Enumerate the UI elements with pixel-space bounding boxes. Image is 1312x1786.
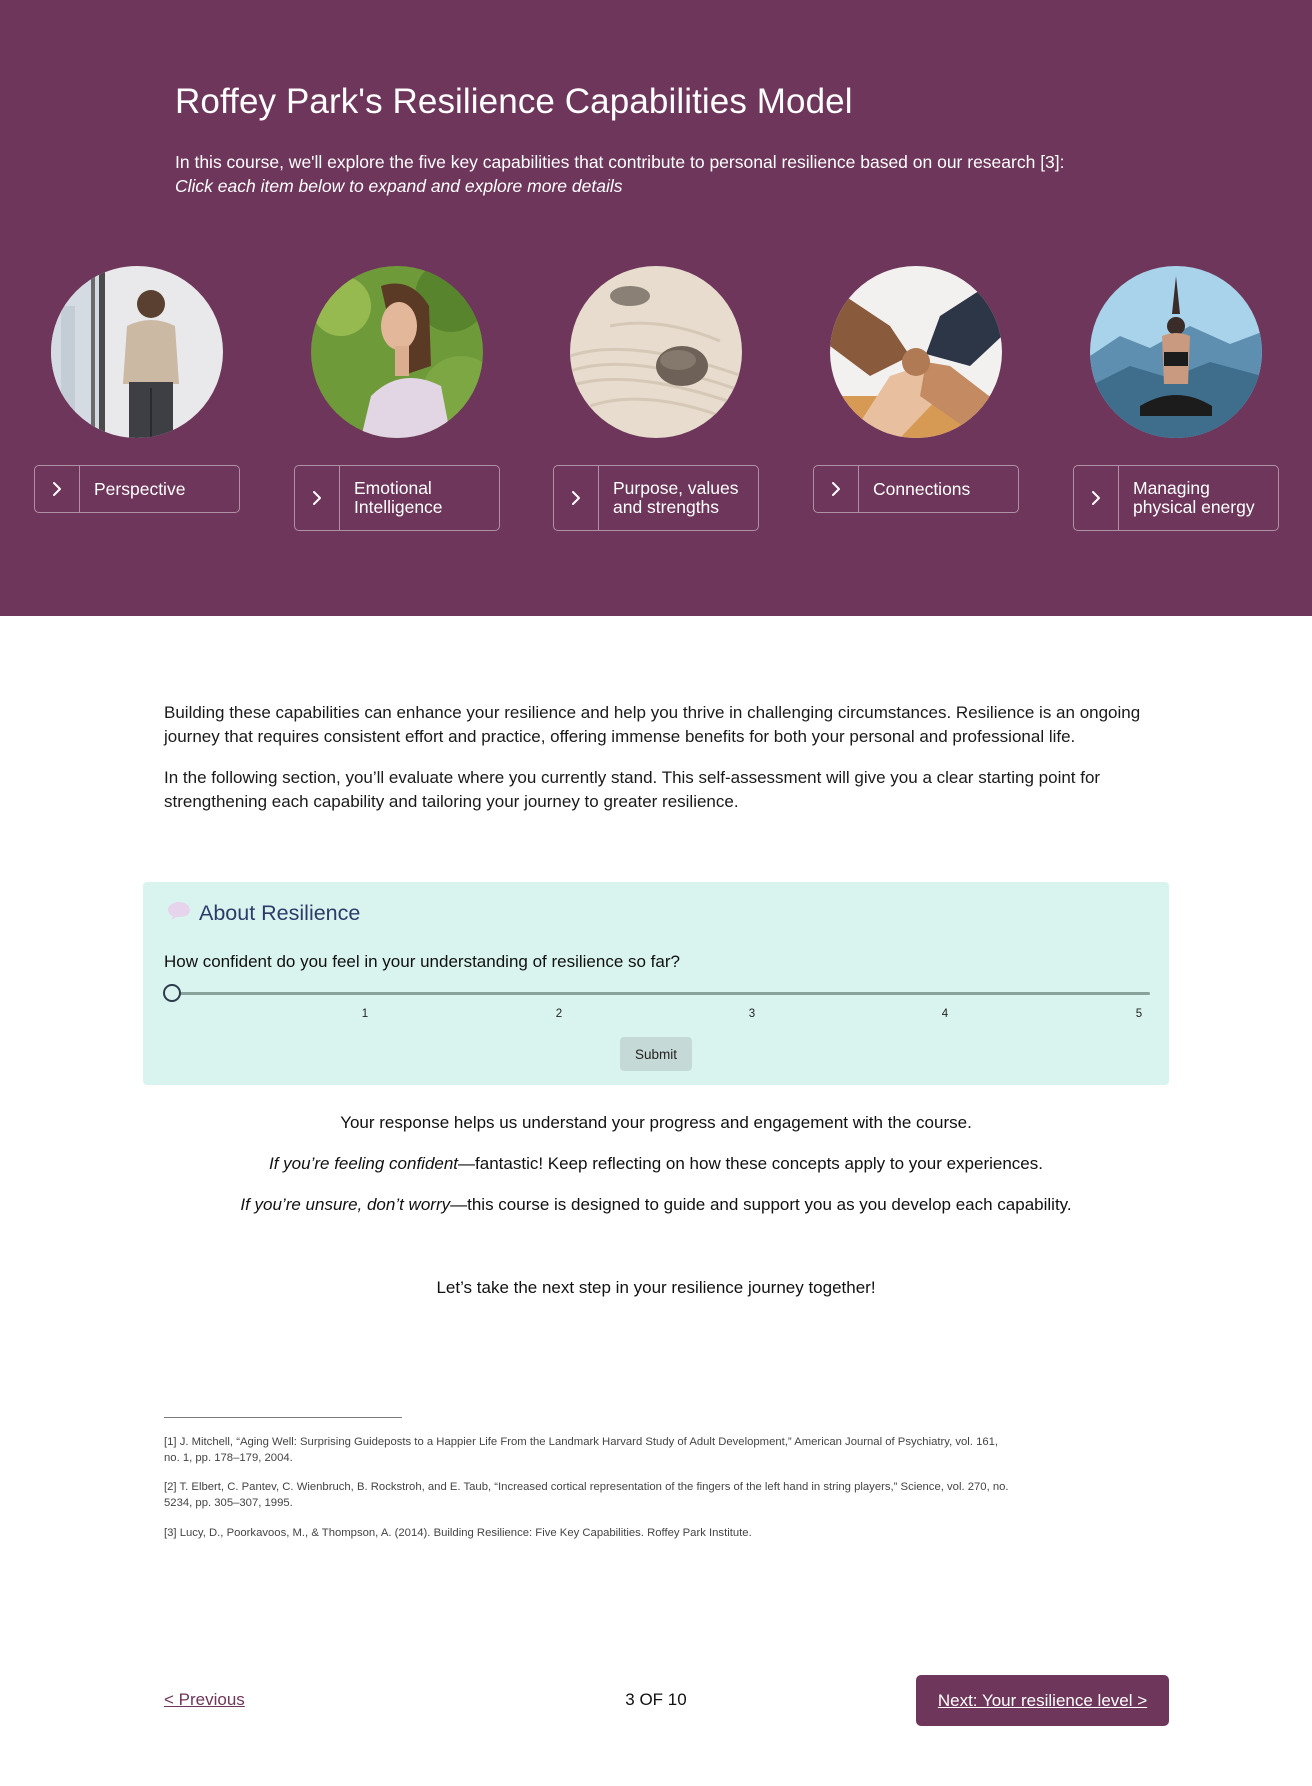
footnote-divider xyxy=(164,1417,402,1418)
footnote-1: [1] J. Mitchell, “Aging Well: Surprising Guideposts to a Happier Life From the Landmark Harvard Study of Adult Development,” American Journal of Psychiatry, vol. 161, no. 1, pp. 178–179, 2004. xyxy=(164,1436,999,1464)
yoga-mountain-image xyxy=(1090,266,1262,438)
expand-managing-physical-energy-button[interactable] xyxy=(1073,465,1279,531)
expand-emotional-intelligence-button[interactable] xyxy=(294,465,500,531)
response-line-2: If you’re feeling confident—fantastic! Keep reflecting on how these concepts apply to your experiences. xyxy=(269,1154,1043,1173)
chevron-right-icon xyxy=(1074,466,1119,530)
body-paragraph-1: Building these capabilities can enhance your resilience and help you thrive in challenging circumstances. Resilience is an ongoing journey that requires consistent effort and practice, offering immense benefits for both your personal and professional life. xyxy=(164,703,1141,746)
response-line-1: Your response helps us understand your progress and engagement with the course. xyxy=(340,1113,972,1132)
survey-header xyxy=(167,900,360,927)
body-paragraph-2: In the following section, you’ll evaluate where you currently stand. This self-assessment will give you a clear starting point for strengthening each capability and tailoring your journey to greater resilience. xyxy=(164,768,1101,811)
capability-label: Purpose, values and strengths xyxy=(613,478,739,517)
chevron-right-icon xyxy=(814,466,859,512)
submit-button[interactable]: Submit xyxy=(620,1037,692,1071)
confidence-slider-thumb[interactable] xyxy=(163,984,181,1002)
capability-label: Managing physical energy xyxy=(1133,478,1255,517)
capability-label: Emotional Intelligence xyxy=(354,478,443,517)
zen-stones-image xyxy=(570,266,742,438)
page-indicator: 3 OF 10 xyxy=(625,1690,687,1709)
expand-purpose-values-strengths-button[interactable] xyxy=(553,465,759,531)
closing-line: Let’s take the next step in your resilience journey together! xyxy=(436,1278,876,1297)
footnote-2: [2] T. Elbert, C. Pantev, C. Wienbruch, B. Rockstroh, and E. Taub, “Increased cortical representation of the fingers of the left hand in string players,” Science, vol. 270, no. 5234, pp. 305–307, 1995. xyxy=(164,1481,1009,1509)
hero-section xyxy=(0,0,1312,616)
page-title: Roffey Park's Resilience Capabilities Model xyxy=(175,82,853,121)
chevron-right-icon xyxy=(554,466,599,530)
survey-title: About Resilience xyxy=(199,901,361,925)
expand-perspective-button[interactable] xyxy=(34,465,240,513)
man-at-window-image xyxy=(51,266,223,438)
slider-tick-label: 3 xyxy=(748,1008,756,1020)
capability-label: Connections xyxy=(873,478,971,499)
response-line-3: If you’re unsure, don’t worry—this course is designed to guide and support you as you develop each capability. xyxy=(240,1195,1072,1214)
fist-bump-image xyxy=(830,266,1002,438)
capability-label: Perspective xyxy=(94,478,186,499)
confidence-slider-track[interactable] xyxy=(172,992,1150,995)
next-button[interactable]: Next: Your resilience level > xyxy=(916,1675,1169,1726)
resilience-survey xyxy=(143,882,1169,1085)
hero-hint: Click each item below to expand and explore more details xyxy=(175,176,623,196)
survey-question: How confident do you feel in your understanding of resilience so far? xyxy=(164,952,680,971)
slider-tick-label: 5 xyxy=(1135,1008,1143,1020)
chevron-right-icon xyxy=(295,466,340,530)
slider-tick-label: 2 xyxy=(555,1008,563,1020)
expand-connections-button[interactable] xyxy=(813,465,1019,513)
speech-bubble-icon xyxy=(167,900,191,927)
slider-tick-label: 1 xyxy=(361,1008,369,1020)
footnote-3: [3] Lucy, D., Poorkavoos, M., & Thompson, A. (2014). Building Resilience: Five Key Capabilities. Roffey Park Institute. xyxy=(164,1527,752,1539)
previous-link[interactable]: < Previous xyxy=(164,1690,245,1709)
woman-breathing-image xyxy=(311,266,483,438)
chevron-right-icon xyxy=(35,466,80,512)
slider-tick-label: 4 xyxy=(941,1008,949,1020)
hero-intro: In this course, we'll explore the five key capabilities that contribute to personal resilience based on our research [3]: xyxy=(175,152,1065,172)
